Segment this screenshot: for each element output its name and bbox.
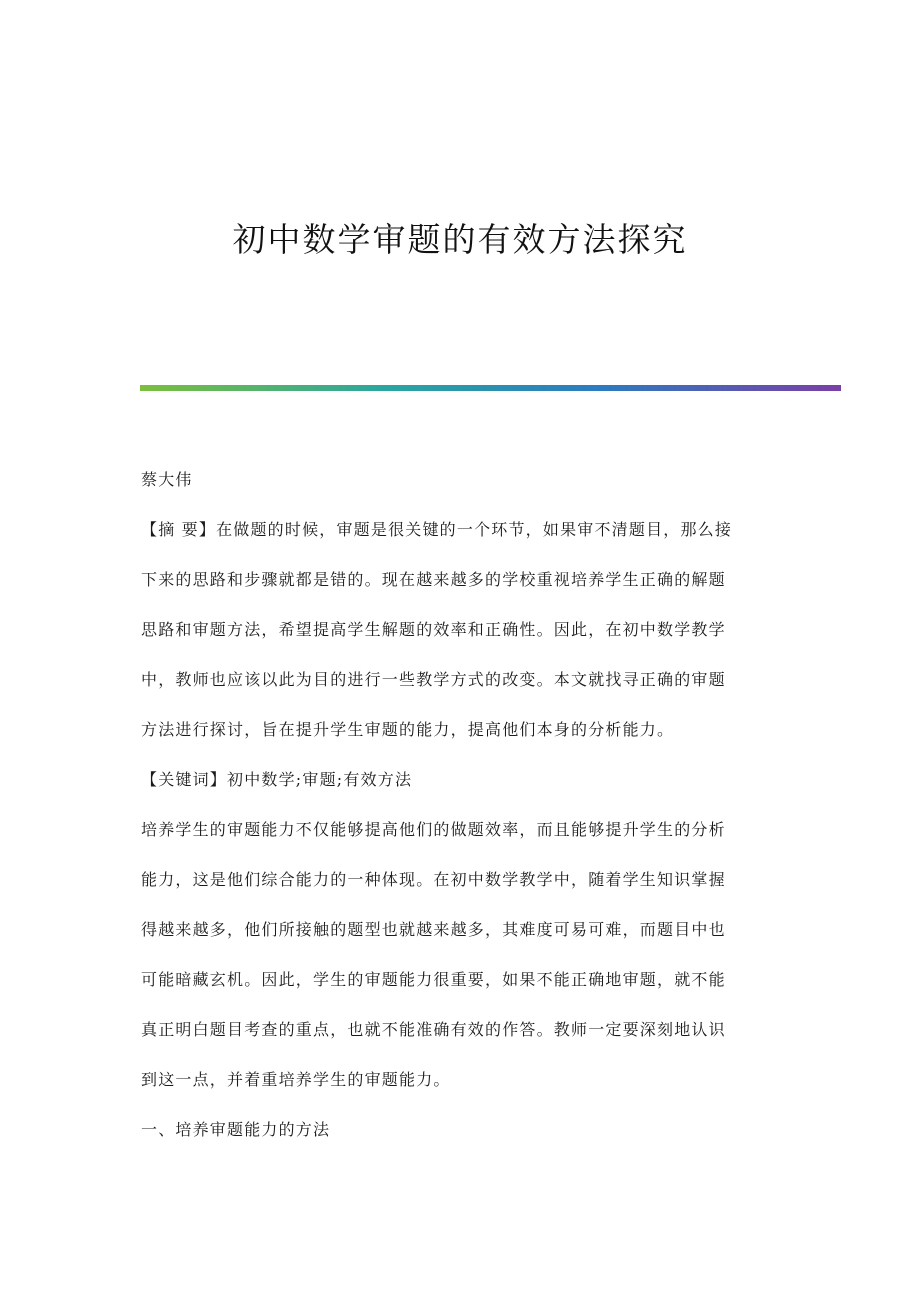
abstract-line: 方法进行探讨，旨在提升学生审题的能力，提高他们本身的分析能力。 [141, 720, 675, 739]
paragraph-line: 培养学生的审题能力不仅能够提高他们的做题效率，而且能够提升学生的分析 [141, 820, 726, 839]
abstract-line: 【摘 要】在做题的时候，审题是很关键的一个环节，如果审不清题目，那么接 [141, 520, 733, 539]
paragraph-line: 真正明白题目考查的重点，也就不能准确有效的作答。教师一定要深刻地认识 [141, 1020, 726, 1039]
paragraph-line: 到这一点，并着重培养学生的审题能力。 [141, 1070, 451, 1089]
keywords: 【关键词】初中数学;审题;有效方法 [141, 770, 413, 789]
author: 蔡大伟 [141, 470, 193, 489]
document-body [141, 468, 791, 1142]
page-title: 初中数学审题的有效方法探究 [232, 220, 688, 259]
abstract-line: 下来的思路和步骤就都是错的。现在越来越多的学校重视培养学生正确的解题 [141, 570, 726, 589]
paragraph-line: 得越来越多，他们所接触的题型也就越来越多，其难度可易可难，而题目中也 [141, 920, 726, 939]
paragraph-line: 可能暗藏玄机。因此，学生的审题能力很重要，如果不能正确地审题，就不能 [141, 970, 726, 989]
abstract-line: 思路和审题方法，希望提高学生解题的效率和正确性。因此，在初中数学教学 [141, 620, 726, 639]
title-divider [140, 385, 841, 391]
paragraph-line: 能力，这是他们综合能力的一种体现。在初中数学教学中，随着学生知识掌握 [141, 870, 726, 889]
abstract-line: 中，教师也应该以此为目的进行一些教学方式的改变。本文就找寻正确的审题 [141, 670, 726, 689]
section-heading: 一、培养审题能力的方法 [141, 1120, 331, 1139]
